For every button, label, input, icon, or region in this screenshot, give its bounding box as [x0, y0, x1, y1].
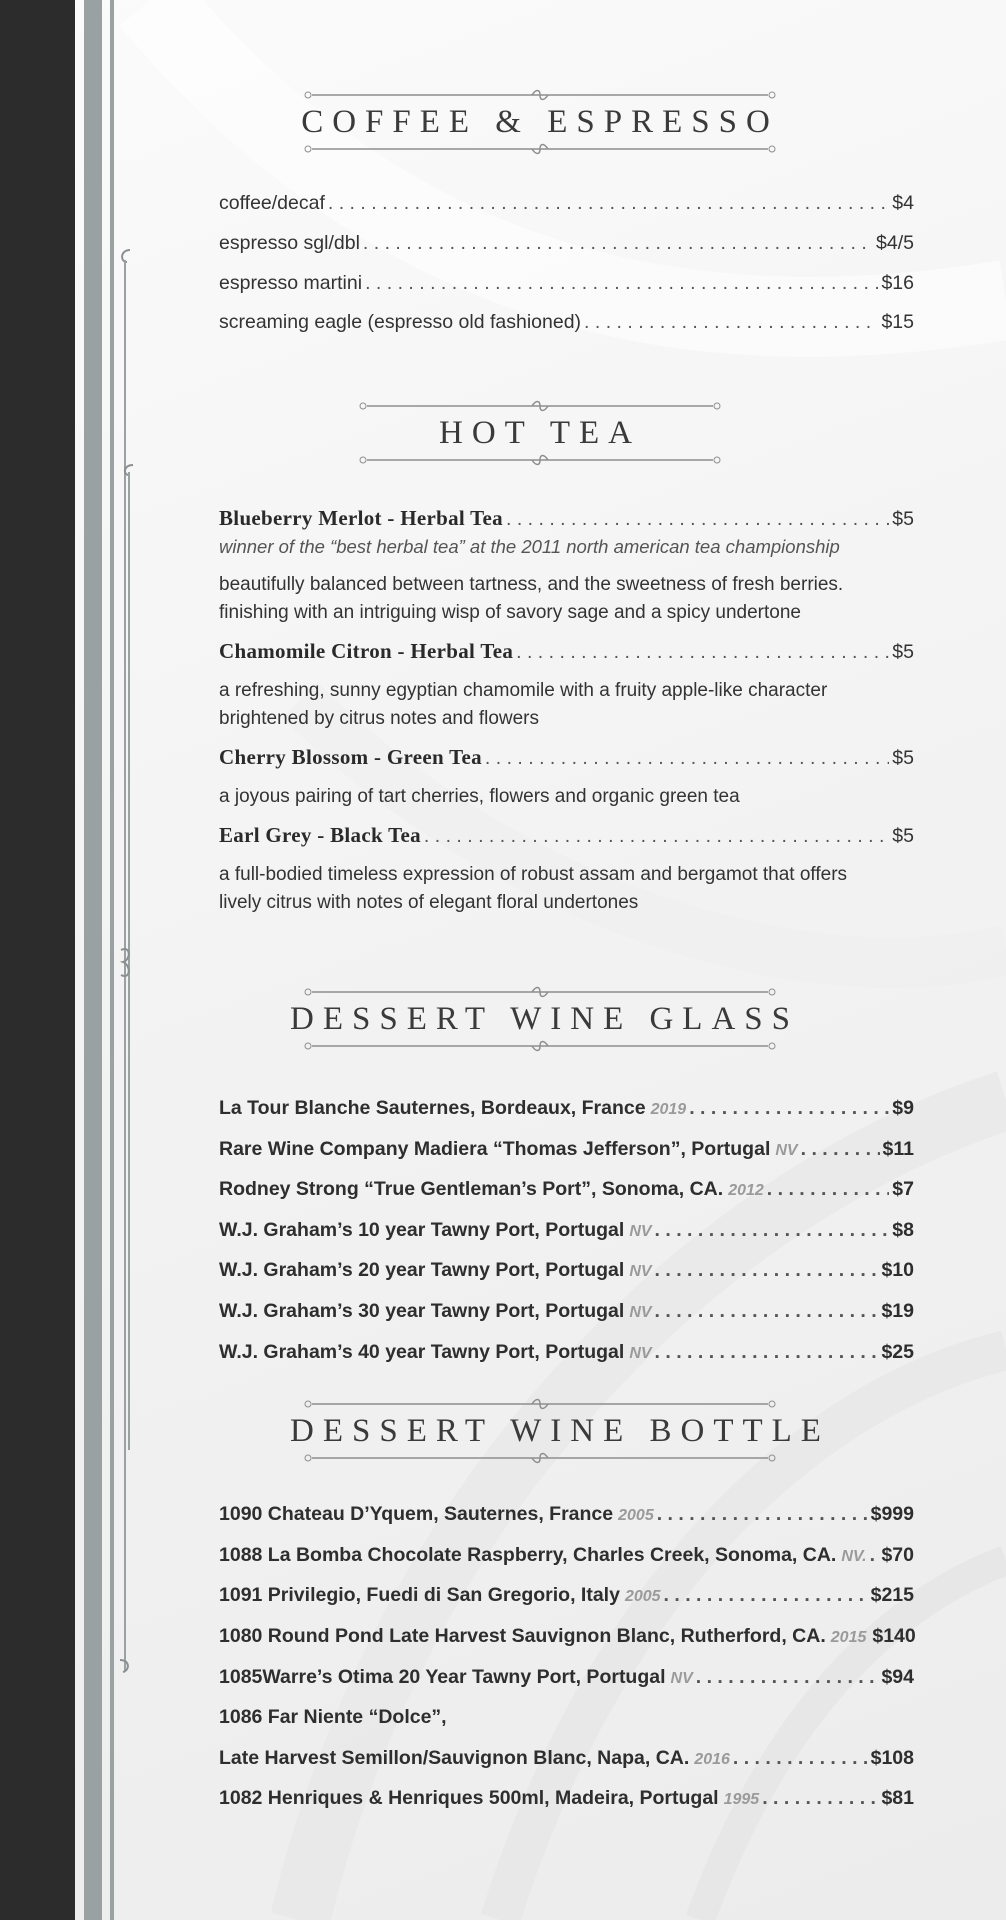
leader-dots — [689, 1097, 889, 1120]
wine-name: 1091 Privilegio, Fuedi di San Gregorio, Italy — [219, 1584, 620, 1606]
wine-item — [219, 1219, 914, 1242]
tea-item — [219, 823, 914, 848]
wine-item — [219, 1341, 914, 1364]
vintage: NV — [670, 1670, 693, 1687]
item-price: $140 — [872, 1625, 916, 1647]
item-name — [219, 1747, 730, 1770]
leader-dots — [664, 1584, 868, 1607]
wine-name: 1080 Round Pond Late Harvest Sauvignon Blanc, Rutherford, CA. — [219, 1625, 826, 1647]
leader-dots — [870, 1544, 879, 1567]
item-price: $19 — [881, 1300, 914, 1322]
tea-item — [219, 745, 914, 770]
leader-dots — [516, 641, 889, 664]
leader-dots — [506, 508, 889, 531]
tea-award-note: winner of the “best herbal tea” at the 2011 north american tea championship — [219, 536, 840, 557]
heading-ornament-top — [300, 1397, 780, 1411]
leader-dots — [696, 1666, 879, 1689]
item-name: Blueberry Merlot - Herbal Tea — [219, 506, 503, 530]
wine-item — [219, 1300, 914, 1323]
item-description — [219, 861, 919, 917]
left-dark-border — [0, 0, 75, 1920]
item-price: $11 — [882, 1138, 914, 1160]
leader-dots — [485, 747, 889, 770]
item-price: $10 — [881, 1259, 914, 1281]
heading-ornament-bottom — [300, 142, 780, 156]
wine-item — [219, 1625, 914, 1648]
wine-item — [219, 1787, 914, 1810]
leader-dots — [328, 192, 889, 215]
item-name — [219, 1259, 652, 1282]
item-price: $16 — [881, 272, 914, 294]
item-description — [219, 571, 919, 627]
description-line: a full-bodied timeless expression of robust assam and bergamot that offers — [219, 864, 848, 885]
leader-dots — [655, 1259, 879, 1282]
leader-dots — [424, 825, 889, 848]
item-name — [219, 1097, 686, 1120]
item-name — [219, 1138, 798, 1161]
vintage: NV — [775, 1142, 798, 1159]
item-price: $5 — [892, 825, 914, 847]
vintage: 2016 — [694, 1751, 730, 1768]
menu-item — [219, 311, 914, 334]
leader-dots — [365, 272, 878, 295]
item-name: Earl Grey - Black Tea — [219, 823, 421, 847]
item-price: $5 — [892, 747, 914, 769]
coffee-title: COFFEE & ESPRESSO — [301, 104, 779, 140]
wine-item — [219, 1259, 914, 1282]
item-name — [219, 1503, 654, 1526]
wine-name: 1090 Chateau D’Yquem, Sauternes, France — [219, 1503, 614, 1525]
leader-dots — [733, 1747, 868, 1770]
item-price: $15 — [881, 311, 914, 333]
wine-name: W.J. Graham’s 40 year Tawny Port, Portugal — [219, 1341, 625, 1363]
item-price: $7 — [892, 1178, 914, 1200]
leader-dots — [801, 1138, 880, 1161]
heading-ornament-top — [300, 985, 780, 999]
wine-name: W.J. Graham’s 20 year Tawny Port, Portugal — [219, 1259, 625, 1281]
item-name — [219, 1544, 867, 1567]
menu-item — [219, 232, 914, 255]
leader-dots — [762, 1787, 878, 1810]
heading-ornament-bottom — [300, 1039, 780, 1053]
wine-name: W.J. Graham’s 10 year Tawny Port, Portugal — [219, 1219, 625, 1241]
item-description — [219, 783, 919, 811]
tea-item — [219, 506, 914, 531]
wine-item — [219, 1178, 914, 1201]
item-name — [219, 1341, 652, 1364]
item-price: $9 — [892, 1097, 914, 1119]
item-price: $5 — [892, 641, 914, 663]
item-name — [219, 1666, 693, 1689]
wine-name: 1082 Henriques & Henriques 500ml, Madeira, Portugal — [219, 1787, 719, 1809]
item-price: $4/5 — [876, 232, 914, 254]
item-price: $70 — [881, 1544, 914, 1566]
item-name: screaming eagle (espresso old fashioned) — [219, 311, 582, 333]
coffee-heading — [290, 88, 790, 156]
vintage: NV — [629, 1345, 652, 1362]
wine-item — [219, 1097, 914, 1120]
wine-name: Rodney Strong “True Gentleman’s Port”, Sonoma, CA. — [219, 1178, 724, 1200]
item-price: $94 — [881, 1666, 914, 1688]
item-name — [219, 1706, 447, 1729]
item-price: $25 — [881, 1341, 914, 1363]
wine-item — [219, 1706, 914, 1729]
item-price: $81 — [881, 1787, 914, 1809]
wine-glass-title: DESSERT WINE GLASS — [290, 1001, 799, 1037]
item-name: espresso sgl/dbl — [219, 232, 360, 254]
vintage: NV — [629, 1263, 652, 1280]
item-name — [219, 1584, 661, 1607]
wine-item — [219, 1584, 914, 1607]
vintage: 2005 — [618, 1507, 654, 1524]
wine-bottle-title: DESSERT WINE BOTTLE — [290, 1413, 830, 1449]
item-price: $8 — [892, 1219, 914, 1241]
leader-dots — [655, 1300, 879, 1323]
item-price: $215 — [870, 1584, 914, 1606]
wine-name: 1085Warre’s Otima 20 Year Tawny Port, Portugal — [219, 1666, 666, 1688]
vintage: 2015 — [830, 1629, 867, 1646]
item-name: espresso martini — [219, 272, 363, 294]
description-line: lively citrus with notes of elegant floral undertones — [219, 892, 639, 913]
item-price: $4 — [892, 192, 914, 214]
leader-dots — [584, 311, 878, 334]
tea-item — [219, 639, 914, 664]
wine-name: La Tour Blanche Sauternes, Bordeaux, France — [219, 1097, 646, 1119]
menu-item — [219, 192, 914, 215]
leader-dots — [655, 1219, 890, 1242]
item-name: Cherry Blossom - Green Tea — [219, 745, 482, 769]
wine-item — [219, 1138, 914, 1161]
description-line: brightened by citrus notes and flowers — [219, 708, 540, 729]
menu-item — [219, 272, 914, 295]
leader-dots — [363, 232, 873, 255]
vintage: 2005 — [624, 1588, 661, 1605]
item-name — [219, 1787, 759, 1810]
description-line: a refreshing, sunny egyptian chamomile with a fruity apple-like character — [219, 680, 828, 701]
item-price: $999 — [870, 1503, 914, 1525]
item-name: coffee/decaf — [219, 192, 325, 214]
leader-dots — [767, 1178, 890, 1201]
item-name — [219, 1625, 866, 1648]
item-description — [219, 677, 919, 733]
item-name — [219, 1178, 764, 1201]
item-name — [219, 1300, 652, 1323]
wine-item — [219, 1666, 914, 1689]
heading-ornament-bottom — [300, 1451, 780, 1465]
leader-dots — [655, 1341, 879, 1364]
wine-name: Late Harvest Semillon/Sauvignon Blanc, Napa, CA. — [219, 1747, 690, 1769]
vintage: NV — [629, 1223, 652, 1240]
left-gray-stripe — [84, 0, 102, 1920]
item-name — [219, 1219, 652, 1242]
vintage: 2019 — [650, 1101, 687, 1118]
heading-ornament-top — [355, 399, 725, 413]
wine-bottle-heading — [290, 1397, 830, 1465]
side-scroll-ornament — [115, 240, 135, 1680]
item-price: $5 — [892, 508, 914, 530]
wine-name: Rare Wine Company Madiera “Thomas Jefferson”, Portugal — [219, 1138, 771, 1160]
wine-item — [219, 1544, 914, 1567]
wine-name: W.J. Graham’s 30 year Tawny Port, Portugal — [219, 1300, 625, 1322]
tea-title: HOT TEA — [438, 415, 642, 451]
wine-name: 1086 Far Niente “Dolce”, — [219, 1706, 447, 1728]
description-line: a joyous pairing of tart cherries, flowers and organic green tea — [219, 786, 740, 807]
vintage: 1995 — [723, 1791, 760, 1808]
heading-ornament-top — [300, 88, 780, 102]
left-thin-stripe — [110, 0, 114, 1920]
wine-item — [219, 1747, 914, 1770]
heading-ornament-bottom — [355, 453, 725, 467]
vintage: NV — [629, 1304, 652, 1321]
wine-name: 1088 La Bomba Chocolate Raspberry, Charles Creek, Sonoma, CA. — [219, 1544, 837, 1566]
description-line: beautifully balanced between tartness, and the sweetness of fresh berries. — [219, 574, 844, 595]
item-name: Chamomile Citron - Herbal Tea — [219, 639, 514, 663]
leader-dots — [657, 1503, 868, 1526]
tea-heading — [290, 399, 790, 467]
description-line: finishing with an intriguing wisp of savory sage and a spicy undertone — [219, 602, 801, 623]
wine-item — [219, 1503, 914, 1526]
wine-glass-heading — [290, 985, 799, 1053]
item-price: $108 — [870, 1747, 914, 1769]
vintage: NV. — [841, 1548, 867, 1565]
vintage: 2012 — [728, 1182, 764, 1199]
